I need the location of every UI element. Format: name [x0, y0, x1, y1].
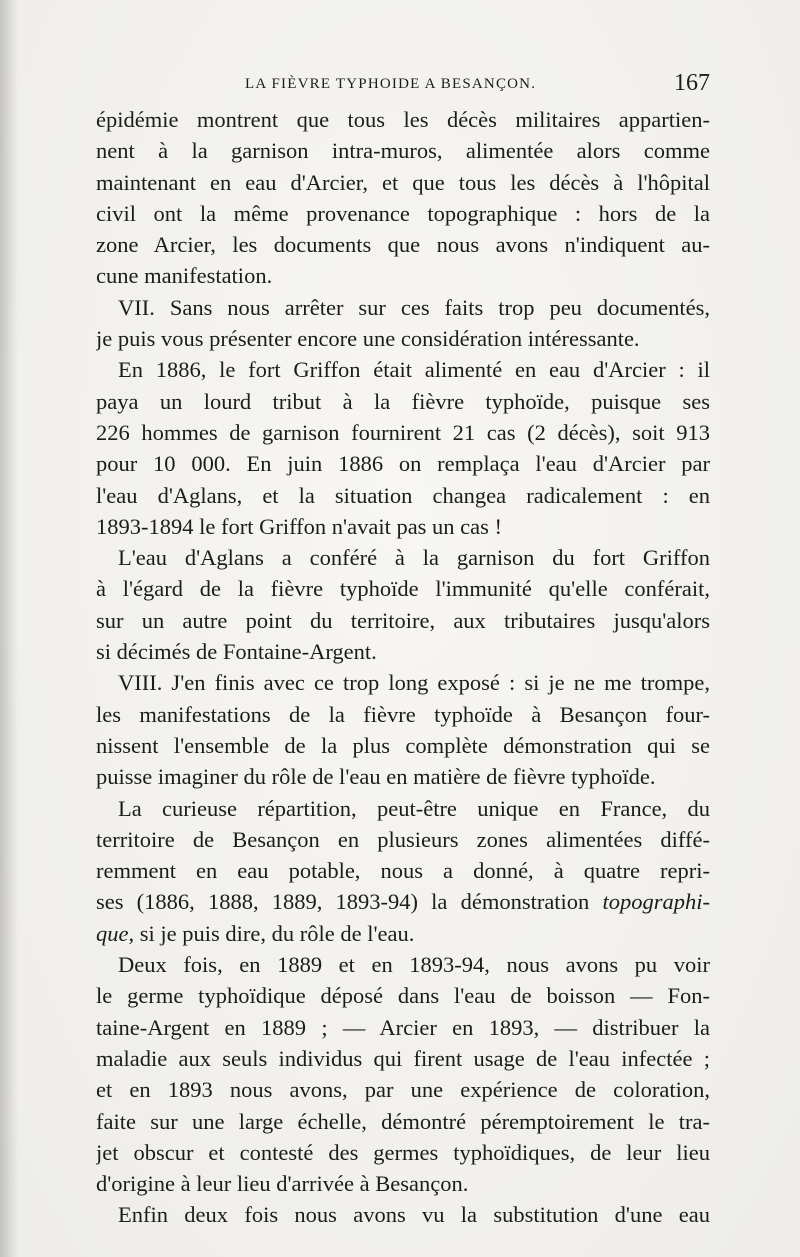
text-line-content: territoire de Besançon en plusieurs zones alimentées diffé-: [96, 826, 710, 852]
text-line-content: jet obscur et contesté des germes typhoïdiques, de leur lieu: [96, 1139, 710, 1165]
text-line: [96, 386, 710, 417]
text-line: [96, 1168, 710, 1199]
text-line-content: , si je puis dire, du rôle de l'eau.: [128, 920, 415, 946]
text-line-content: En 1886, le fort Griffon était alimenté en eau d'Arcier : il: [118, 357, 710, 383]
text-line: [96, 1199, 710, 1230]
text-line-content: Enfin deux fois nous avons vu la substitution d'une eau: [118, 1202, 710, 1228]
text-line-content: La curieuse répartition, peut-être unique en France, du: [118, 795, 710, 821]
text-line-content: remment en eau potable, nous a donné, à quatre repri-: [96, 858, 710, 884]
running-head: [100, 70, 710, 104]
text-line-content: l'eau d'Aglans, et la situation changea radicalement : en: [96, 482, 710, 508]
text-line: [96, 229, 710, 260]
text-line-content: puisse imaginer du rôle de l'eau en matière de fièvre typhoïde.: [96, 764, 656, 790]
text-line: [96, 761, 710, 792]
text-line-content: 1893-1894 le fort Griffon n'avait pas un cas !: [96, 513, 503, 539]
text-line: [96, 511, 710, 542]
text-line: [96, 636, 710, 667]
text-line-content: nent à la garnison intra-muros, alimentée alors comme: [96, 138, 710, 164]
text-line-content: épidémie montrent que tous les décès militaires appartien-: [96, 107, 710, 132]
text-line: [96, 730, 710, 761]
text-line-content: Deux fois, en 1889 et en 1893-94, nous avons pu voir: [118, 952, 710, 978]
text-line-content: taine-Argent en 1889 ; — Arcier en 1893, — distribuer la: [96, 1014, 710, 1040]
text-line-content: nissent l'ensemble de la plus complète démonstration qui se: [96, 732, 710, 758]
running-title: LA FIÈVRE TYPHOIDE A BESANÇON.: [245, 76, 537, 92]
text-line: [96, 855, 710, 886]
text-line-content: zone Arcier, les documents que nous avons n'indiquent au-: [96, 232, 710, 258]
text-line-content: je puis vous présenter encore une considération intéressante.: [96, 326, 640, 352]
italic-text: topographi-: [602, 889, 710, 915]
page-gutter-shadow: [0, 0, 18, 1257]
text-line: [96, 1106, 710, 1137]
text-line: [96, 354, 710, 385]
text-line: [96, 417, 710, 448]
text-line: [96, 699, 710, 730]
text-line-content: maladie aux seuls individus qui firent usage de l'eau infectée ;: [96, 1045, 710, 1071]
text-line-content: le germe typhoïdique déposé dans l'eau de boisson — Fon-: [96, 983, 710, 1009]
text-line-content: VII. Sans nous arrêter sur ces faits trop peu documentés,: [118, 294, 710, 320]
page-number: 167: [674, 70, 710, 96]
text-line: [96, 167, 710, 198]
text-line: [96, 1074, 710, 1105]
text-line: [96, 1012, 710, 1043]
text-line: [96, 573, 710, 604]
text-line: [96, 1137, 710, 1168]
text-line-content: si décimés de Fontaine-Argent.: [96, 639, 377, 665]
text-line: [96, 886, 710, 917]
text-line: [96, 793, 710, 824]
text-line-content: faite sur une large échelle, démontré péremptoirement le tra-: [96, 1108, 710, 1134]
text-line-content: paya un lourd tribut à la fièvre typhoïde, puisque ses: [96, 388, 710, 414]
text-line: [96, 542, 710, 573]
text-line-content: sur un autre point du territoire, aux tributaires jusqu'alors: [96, 607, 710, 633]
text-line-content: 226 hommes de garnison fournirent 21 cas (2 décès), soit 913: [96, 419, 710, 445]
text-line-content: civil ont la même provenance topographique : hors de la: [96, 200, 710, 226]
text-line-content: et en 1893 nous avons, par une expérience de coloration,: [96, 1077, 710, 1103]
text-line: [96, 480, 710, 511]
text-line-content: les manifestations de la fièvre typhoïde à Besançon four-: [96, 701, 710, 727]
text-line-content: pour 10 000. En juin 1886 on remplaça l'eau d'Arcier par: [96, 451, 710, 477]
text-line: [96, 292, 710, 323]
text-line-content: VIII. J'en finis avec ce trop long exposé : si je ne me trompe,: [118, 670, 710, 696]
text-line-content: maintenant en eau d'Arcier, et que tous les décès à l'hôpital: [96, 169, 710, 195]
text-line-content: à l'égard de la fièvre typhoïde l'immunité qu'elle conférait,: [96, 576, 710, 602]
text-line: [96, 104, 710, 135]
text-line: [96, 824, 710, 855]
text-line: [96, 605, 710, 636]
text-line: [96, 949, 710, 980]
text-line: [96, 448, 710, 479]
text-line: [96, 323, 710, 354]
text-line-content: L'eau d'Aglans a conféré à la garnison du fort Griffon: [118, 545, 710, 571]
italic-text: que: [96, 920, 129, 946]
text-line-content: ses (1886, 1888, 1889, 1893-94) la démonstration: [96, 889, 603, 915]
text-line-content: d'origine à leur lieu d'arrivée à Besançon.: [96, 1171, 469, 1197]
text-line-content: cune manifestation.: [96, 263, 273, 289]
text-line: [96, 260, 710, 291]
body-text: [96, 104, 710, 1231]
text-line: [96, 1043, 710, 1074]
text-line: [96, 980, 710, 1011]
text-line: [96, 198, 710, 229]
text-line: [96, 667, 710, 698]
text-line: [96, 135, 710, 166]
text-line: [96, 918, 710, 949]
